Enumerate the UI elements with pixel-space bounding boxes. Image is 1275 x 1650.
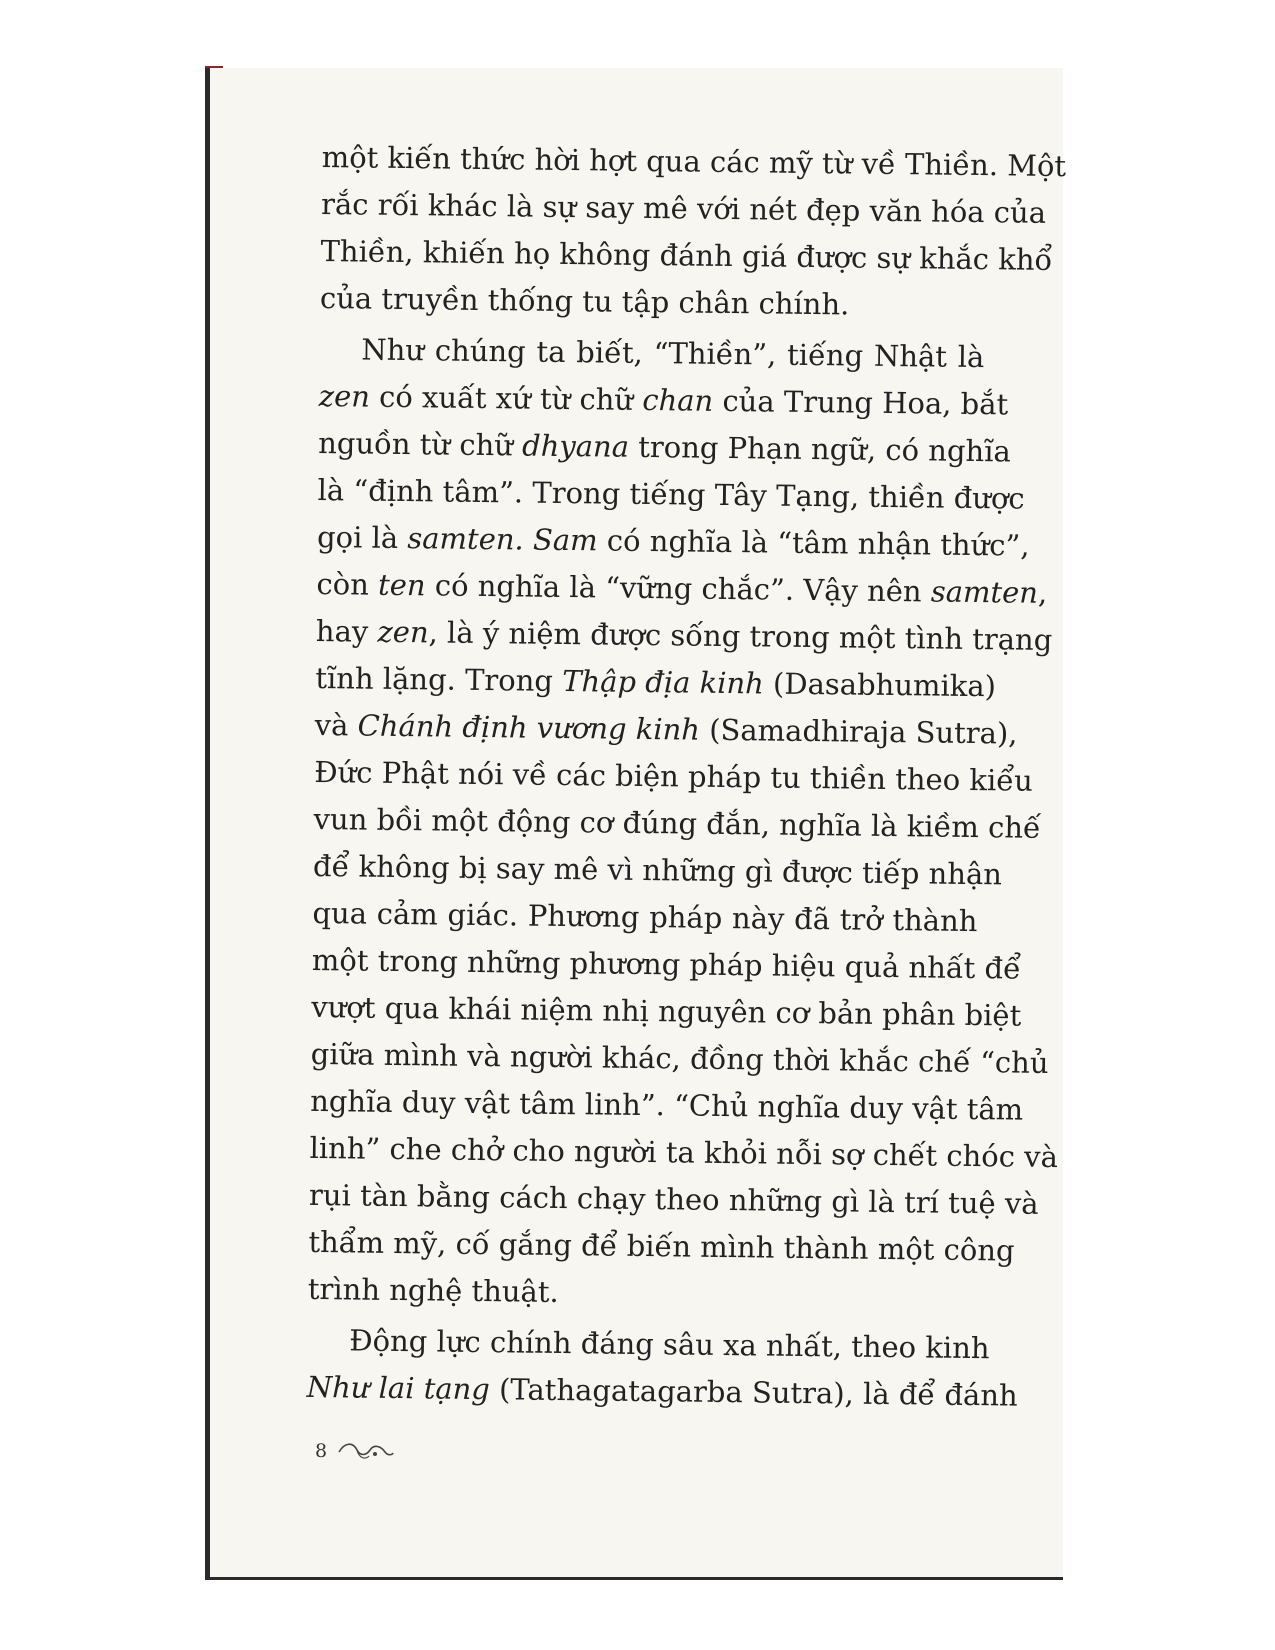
text-line: nghĩa duy vật tâm linh”. “Chủ nghĩa duy vật tâm [309,1083,1024,1127]
page-body [306,134,1067,1419]
text-line: trình nghệ thuật. [307,1271,559,1309]
text-line: vượt qua khái niệm nhị nguyên cơ bản phân biệt [311,989,1022,1033]
text-line: để không bị say mê vì những gì được tiếp nhận [312,848,1003,892]
text-line: rụi tàn bằng cách chạy theo những gì là trí tuệ và [308,1177,1039,1221]
text-line: một kiến thức hời hợt qua các mỹ từ về Thiền. Một [321,139,1067,184]
text-line: thẩm mỹ, cố gắng để biến mình thành một công [308,1224,1015,1268]
text-line: Thiền, khiến họ không đánh giá được sự khắc khổ [320,233,1053,277]
text-line: Động lực chính đáng sâu xa nhất, theo kinh [349,1323,990,1366]
text-line: zen có xuất xứ từ chữ chan của Trung Hoa, bắt [318,378,1009,422]
text-line: hay zen, là ý niệm được sống trong một tình trạng [315,613,1053,657]
text-line: vun bồi một động cơ đúng đắn, nghĩa là kiềm chế [313,801,1042,845]
text-line: Như chúng ta biết, “Thiền”, tiếng Nhật là [361,332,985,375]
text-line: còn ten có nghĩa là “vững chắc”. Vậy nên samten, [316,566,1048,610]
text-line: và Chánh định vương kinh (Samadhiraja Sutra), [314,707,1018,751]
text-line: qua cảm giác. Phương pháp này đã trở thành [312,895,978,939]
text-line: một trong những phương pháp hiệu quả nhất để [311,942,1022,986]
text-line: gọi là samten. Sam có nghĩa là “tâm nhận thức”, [316,519,1030,563]
text-line: Như lai tạng (Tathagatagarba Sutra), là để đánh [306,1369,1018,1413]
text-line: nguồn từ chữ dhyana trong Phạn ngữ, có nghĩa [318,425,1011,469]
paragraph-2 [307,326,1059,1321]
text-line: của truyền thống tu tập chân chính. [319,280,850,322]
text-line: Đức Phật nói về các biện pháp tu thiền theo kiểu [313,754,1033,798]
text-line: là “định tâm”. Trong tiếng Tây Tạng, thiền được [317,472,1025,516]
decorative-flourish-icon [335,1438,395,1464]
paragraph-1 [319,134,1067,330]
text-line: giữa mình và người khác, đồng thời khắc chế “chủ [310,1036,1049,1080]
book-page [205,68,1067,1580]
text-line: tĩnh lặng. Trong Thập địa kinh (Dasabhumika) [315,660,997,704]
page-number: 8 [315,1440,328,1462]
text-line: rắc rối khác là sự say mê với nét đẹp văn hóa của [320,186,1047,230]
paragraph-3 [306,1317,1018,1419]
text-line: linh” che chở cho người ta khỏi nỗi sợ chết chóc và [309,1130,1059,1175]
